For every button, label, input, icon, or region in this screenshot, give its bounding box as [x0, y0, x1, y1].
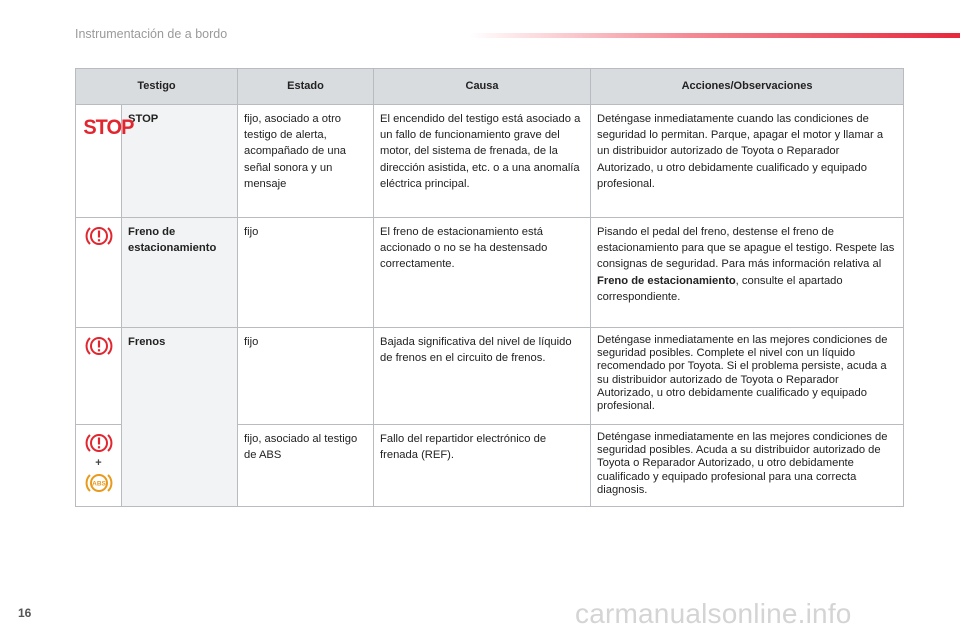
column-header-testigo: Testigo: [76, 69, 238, 105]
indicator-state: fijo: [238, 328, 374, 425]
indicator-actions: Deténgase inmediatamente en las mejores condiciones de seguridad posibles. Complete el nivel con un líquido recomendado por Toyota. Si el problema persiste, acuda a su distribuidor autorizado de Toyota o Reparador Autorizado, u otro debidamente cualificado y equipado profesional.: [591, 328, 904, 425]
indicator-state: fijo: [238, 218, 374, 328]
table-row: [76, 218, 904, 328]
actions-text: Pisando el pedal del freno, destense el freno de estacionamiento para que se apague el testigo. Respete las consignas de seguridad. Para más información relativa al: [597, 226, 895, 271]
indicator-state: fijo, asociado al testigo de ABS: [238, 425, 374, 507]
plus-sign: +: [95, 457, 102, 469]
brake-warning-icon: [84, 334, 114, 358]
page-number: 16: [18, 606, 32, 620]
abs-label: ABS: [91, 480, 106, 488]
watermark: carmanualsonline.info: [575, 598, 852, 629]
column-header-estado: Estado: [238, 69, 374, 105]
actions-bold-reference: Freno de estacionamiento: [597, 274, 736, 287]
stop-icon: STOP: [83, 116, 134, 139]
indicator-name: STOP: [122, 105, 238, 218]
indicator-table: [75, 68, 904, 507]
indicator-cause: Bajada significativa del nivel de líquido de frenos en el circuito de frenos.: [374, 328, 591, 425]
icon-cell: [76, 218, 122, 328]
column-header-acciones: Acciones/Observaciones: [591, 69, 904, 105]
icon-cell: [76, 328, 122, 425]
indicator-state: fijo, asociado a otro testigo de alerta, acompañado de una señal sonora y un mensaje: [238, 105, 374, 218]
indicator-cause: Fallo del repartidor electrónico de frenada (REF).: [374, 425, 591, 507]
indicator-name: Frenos: [122, 328, 238, 507]
chapter-title: Instrumentación de a bordo: [75, 27, 228, 41]
header-accent-bar: [470, 33, 960, 38]
icon-cell: [76, 105, 134, 218]
indicator-name: Freno de estacionamiento: [122, 218, 238, 328]
indicator-actions: [591, 218, 904, 328]
abs-warning-icon: [84, 471, 114, 495]
table-row: [76, 105, 904, 218]
table-row: [76, 328, 904, 425]
icon-cell: [76, 425, 122, 507]
column-header-causa: Causa: [374, 69, 591, 105]
indicator-cause: El freno de estacionamiento está accionado o no se ha destensado correctamente.: [374, 218, 591, 328]
indicator-cause: El encendido del testigo está asociado a un fallo de funcionamiento grave del motor, del sistema de frenada, de la dirección asistida, etc. o a una anomalía eléctrica principal.: [374, 105, 591, 218]
table-header-row: [76, 69, 904, 105]
indicator-actions: Deténgase inmediatamente en las mejores condiciones de seguridad posibles. Acuda a su distribuidor autorizado de Toyota o Reparador Autorizado, u otro debidamente cualificado y equipado profesional para una correcta diagnosis.: [591, 425, 904, 507]
actions-text: , consulte el apartado correspondiente.: [597, 274, 843, 303]
indicator-actions: Deténgase inmediatamente cuando las condiciones de seguridad lo permitan. Parque, apagar el motor y llamar a un distribuidor autorizado de Toyota o Reparador Autorizado, u otro debidamente cualificado y equipado profesional.: [591, 105, 904, 218]
brake-warning-icon: [84, 431, 114, 455]
brake-warning-icon: [84, 224, 114, 248]
